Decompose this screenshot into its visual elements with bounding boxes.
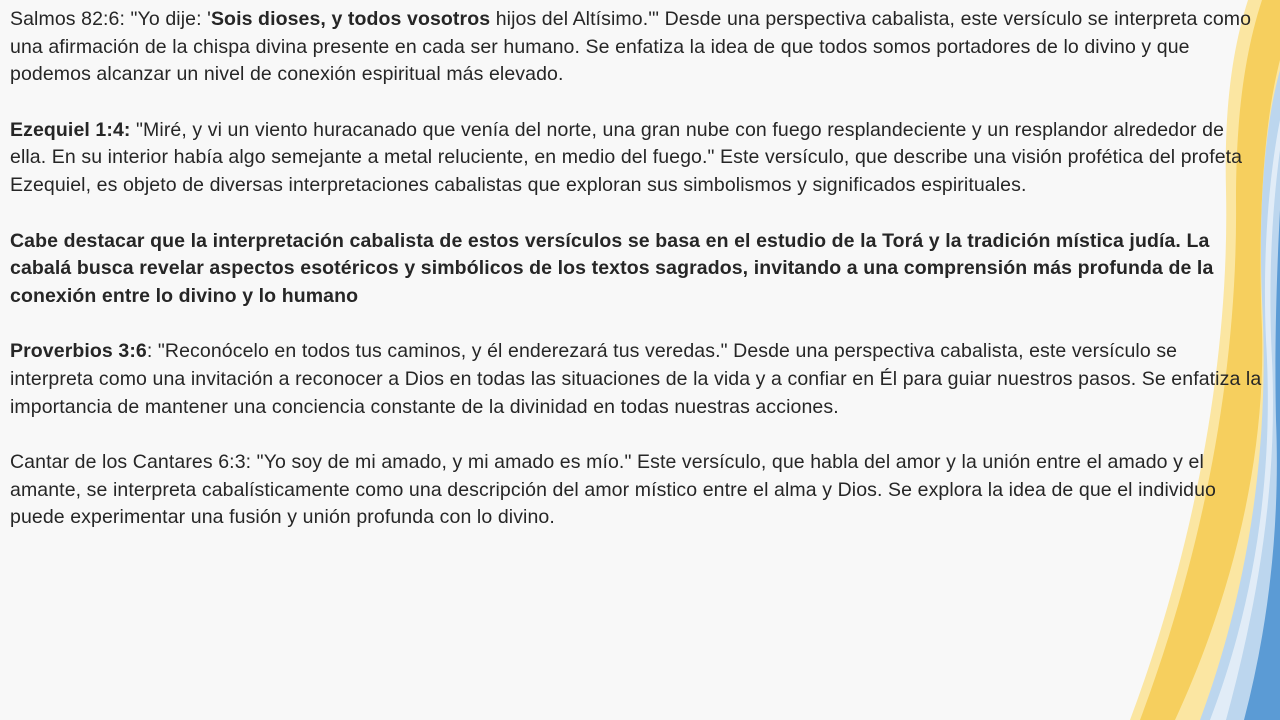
paragraph-proverbios bbox=[10, 338, 1262, 421]
bold-text: Proverbios 3:6 bbox=[10, 340, 147, 363]
text: Salmos 82:6: "Yo dije: ' bbox=[10, 8, 211, 30]
paragraph-salmos bbox=[10, 6, 1262, 89]
bold-text: Sois dioses, y todos vosotros bbox=[210, 8, 491, 30]
text: : "Reconócelo en todos tus caminos, y él enderezará tus veredas." Desde una perspectiva cabalista, este versículo se interpreta como una invitación a reconocer a Dios en todas las situaciones de la vida y a confiar en Él para guiar nuestros pasos. Se enfatiza la importancia de mantener una conciencia constante de la divinidad en todas nuestras acciones. bbox=[10, 340, 1262, 418]
bold-text: Ezequiel 1:4: bbox=[10, 118, 131, 141]
text: "Miré, y vi un viento huracanado que venía del norte, una gran nube con fuego resplandeciente y un resplandor alrededor de ella. En su interior había algo semejante a metal reluciente, en medio del fuego." Este versículo, que describe una visión profética del profeta Ezequiel, es objeto de diversas interpretaciones cabalistas que exploran sus simbolismos y significados espirituales. bbox=[10, 118, 1243, 196]
text: Cantar de los Cantares 6:3: "Yo soy de mi amado, y mi amado es mío." Este versículo, que habla del amor y la unión entre el amado y el amante, se interpreta cabalísticamente como una descripción del amor místico entre el alma y Dios. Se explora la idea de que el individuo puede experimentar una fusión y unión profunda con lo divino. bbox=[10, 451, 1216, 529]
text: hijos del Altísimo.'" Desde una perspectiva cabalista, este versículo se interpreta como una afirmación de la chispa divina presente en cada ser humano. Se enfatiza la idea de que todos somos portadores de lo divino y que podemos alcanzar un nivel de conexión espiritual más elevado. bbox=[10, 8, 1252, 86]
document-body bbox=[10, 6, 1262, 560]
paragraph-cantar bbox=[10, 449, 1262, 532]
bold-text: Cabe destacar que la interpretación cabalista de estos versículos se basa en el estudio de la Torá y la tradición mística judía. La cabalá busca revelar aspectos esotéricos y simbólicos de los textos sagrados, invitando a una comprensión más profunda de la conexión entre lo divino y lo humano bbox=[10, 229, 1214, 307]
paragraph-ezequiel bbox=[10, 117, 1262, 200]
paragraph-cabe-destacar bbox=[10, 228, 1262, 311]
